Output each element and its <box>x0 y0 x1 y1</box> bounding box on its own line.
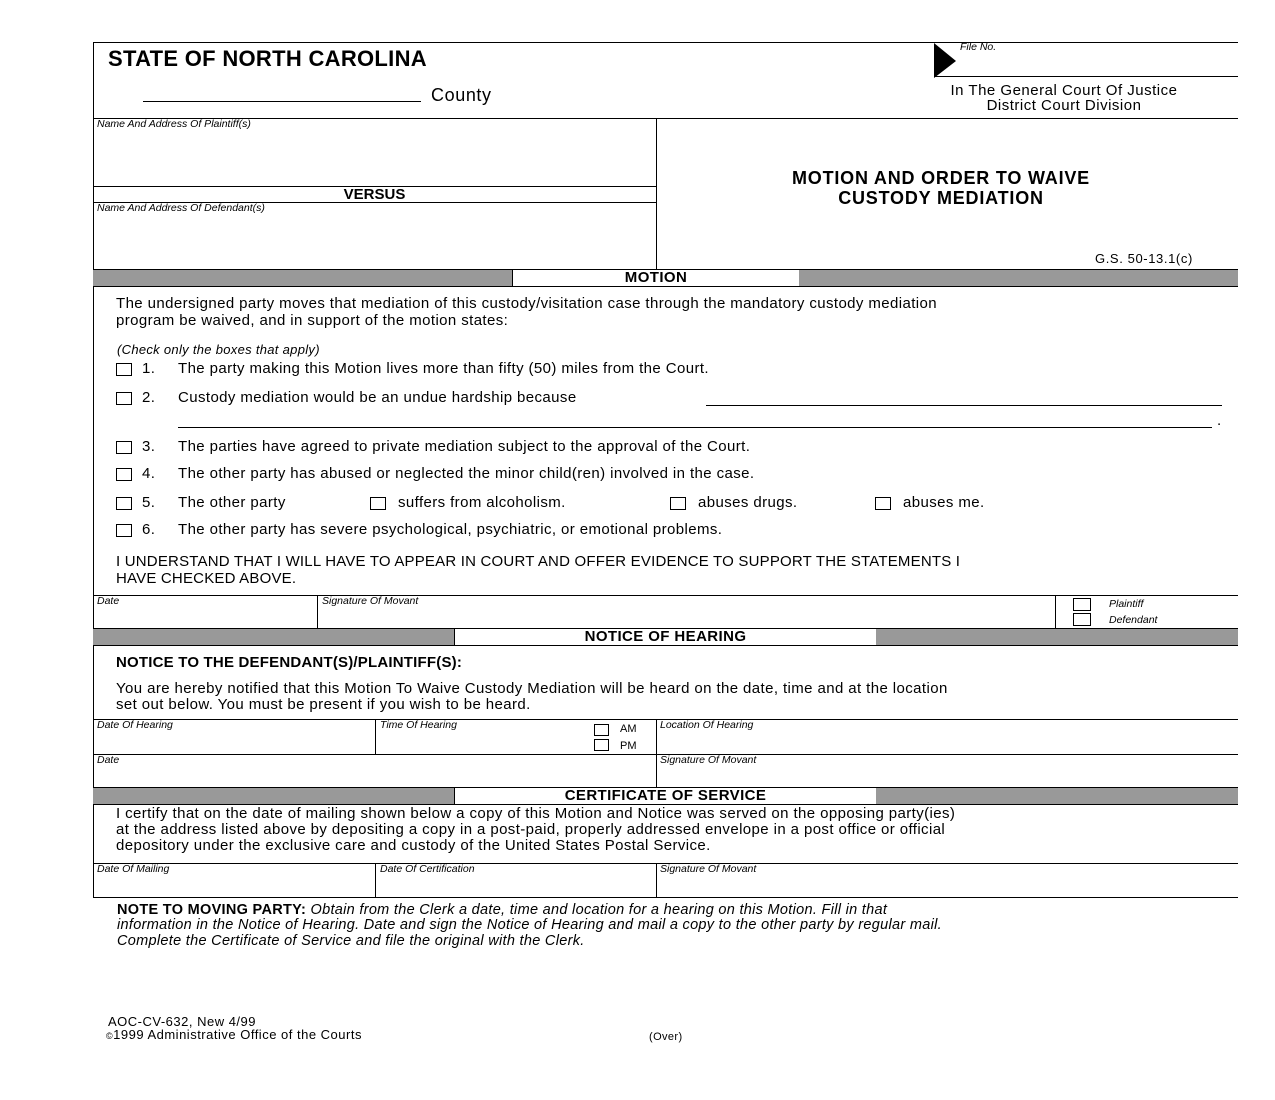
note-line-1 <box>117 902 887 918</box>
notice-bar-left <box>93 628 455 646</box>
note-text-1: Obtain from the Clerk a date, time and location for a hearing on this Motion. Fill in that <box>310 902 888 918</box>
certificate-heading: CERTIFICATE OF SERVICE <box>454 787 877 805</box>
motion-bar-right <box>799 269 1238 287</box>
plaintiff-field[interactable] <box>94 132 654 184</box>
court-line-2: District Court Division <box>986 97 1142 114</box>
note-label: NOTE TO MOVING PARTY: <box>117 902 307 918</box>
certificate-divider-2 <box>656 863 657 897</box>
date-of-certification-label: Date Of Certification <box>380 863 475 875</box>
county-label: County <box>431 85 492 105</box>
item-2-text: Custody mediation would be an undue hardship because <box>178 389 577 406</box>
item-5-text: The other party <box>178 494 286 511</box>
certificate-bar-right <box>876 787 1238 805</box>
note-text-2: information in the Notice of Hearing. Date and sign the Notice of Hearing and mail a copy to the other party by regular mail. <box>117 917 942 933</box>
note-text-3: Complete the Certificate of Service and file the original with the Clerk. <box>117 933 585 949</box>
item-6-text: The other party has severe psychological, psychiatric, or emotional problems. <box>178 521 723 538</box>
notice-date-field[interactable] <box>94 766 654 787</box>
am-checkbox[interactable] <box>594 724 609 736</box>
abuses-me-checkbox[interactable] <box>875 497 891 510</box>
item-6-number: 6. <box>142 521 156 538</box>
frame-top <box>93 42 1238 43</box>
over-label: (Over) <box>649 1031 683 1043</box>
item-4-text: The other party has abused or neglected the minor child(ren) involved in the case. <box>178 465 755 482</box>
notice-bar-right <box>876 628 1238 646</box>
hardship-reason-line-2[interactable] <box>178 427 1212 428</box>
notice-heading: NOTICE OF HEARING <box>454 628 877 646</box>
defendant-field[interactable] <box>94 216 654 266</box>
certificate-signature-field[interactable] <box>658 875 1236 896</box>
notice-text-line-1: You are hereby notified that this Motion To Waive Custody Mediation will be heard on the date, time and at the location <box>116 680 948 697</box>
copyright-text: 1999 Administrative Office of the Courts <box>113 1027 362 1042</box>
motion-intro-line-2: program be waived, and in support of the motion states: <box>116 312 509 329</box>
certificate-divider-1 <box>375 863 376 897</box>
statute-reference: G.S. 50-13.1(c) <box>1095 251 1193 266</box>
item-6-checkbox[interactable] <box>116 524 132 537</box>
plaintiff-label: Name And Address Of Plaintiff(s) <box>97 118 251 130</box>
notice-to-line: NOTICE TO THE DEFENDANT(S)/PLAINTIFF(S): <box>116 654 463 671</box>
plaintiff-option-label: Plaintiff <box>1109 598 1144 610</box>
item-1-checkbox[interactable] <box>116 363 132 376</box>
location-of-hearing-field[interactable] <box>658 731 1236 753</box>
date-of-certification-field[interactable] <box>377 875 655 896</box>
notice-date-label: Date <box>97 754 120 766</box>
item-3-text: The parties have agreed to private mediation subject to the approval of the Court. <box>178 438 751 455</box>
pm-label: PM <box>620 740 637 752</box>
form-title-line-2: CUSTODY MEDIATION <box>838 188 1044 208</box>
alcoholism-label: suffers from alcoholism. <box>398 494 566 511</box>
drugs-checkbox[interactable] <box>670 497 686 510</box>
motion-intro-line-1: The undersigned party moves that mediation of this custody/visitation case through the mandatory custody mediation <box>116 295 938 312</box>
item-3-number: 3. <box>142 438 156 455</box>
item-1-text: The party making this Motion lives more than fifty (50) miles from the Court. <box>178 360 709 377</box>
date-of-mailing-field[interactable] <box>94 875 374 896</box>
pm-checkbox[interactable] <box>594 739 609 751</box>
hearing-divider-1 <box>375 719 376 754</box>
certificate-signature-label: Signature Of Movant <box>660 863 757 875</box>
motion-signature-label: Signature Of Movant <box>322 595 419 607</box>
item-2-number: 2. <box>142 389 156 406</box>
item-5-number: 5. <box>142 494 156 511</box>
motion-bar-left <box>93 269 513 287</box>
item-4-checkbox[interactable] <box>116 468 132 481</box>
notice-signature-field[interactable] <box>658 766 1236 787</box>
drugs-label: abuses drugs. <box>698 494 798 511</box>
motion-signature-field[interactable] <box>319 607 1054 627</box>
item-4-number: 4. <box>142 465 156 482</box>
abuses-me-label: abuses me. <box>903 494 985 511</box>
check-note: (Check only the boxes that apply) <box>117 342 320 357</box>
plaintiff-checkbox[interactable] <box>1073 598 1091 611</box>
file-no-line[interactable] <box>934 76 1238 77</box>
motion-date-field[interactable] <box>94 607 316 627</box>
motion-sign-row-top <box>93 595 1238 596</box>
certificate-text-line-1: I certify that on the date of mailing shown below a copy of this Motion and Notice was served on the opposing party(ies) <box>116 805 956 822</box>
item-1-number: 1. <box>142 360 156 377</box>
file-arrow-icon <box>934 43 958 79</box>
header-divider <box>93 118 1238 119</box>
notice-text-line-2: set out below. You must be present if you wish to be heard. <box>116 696 531 713</box>
date-of-hearing-label: Date Of Hearing <box>97 719 173 731</box>
county-line[interactable] <box>143 101 421 102</box>
am-label: AM <box>620 723 637 735</box>
item-2-checkbox[interactable] <box>116 392 132 405</box>
item-3-checkbox[interactable] <box>116 441 132 454</box>
hardship-period: . <box>1217 412 1222 429</box>
defendant-label: Name And Address Of Defendant(s) <box>97 202 265 214</box>
certificate-text-line-3: depository under the exclusive care and custody of the United States Postal Service. <box>116 837 711 854</box>
court-line-1: In The General Court Of Justice <box>950 82 1178 99</box>
time-of-hearing-label: Time Of Hearing <box>380 719 457 731</box>
form-id: AOC-CV-632, New 4/99 <box>108 1014 257 1029</box>
alcoholism-checkbox[interactable] <box>370 497 386 510</box>
motion-date-divider <box>317 595 318 628</box>
state-title: STATE OF NORTH CAROLINA <box>108 46 427 71</box>
notice-signature-label: Signature Of Movant <box>660 754 757 766</box>
file-no-label: File No. <box>960 41 997 53</box>
understand-line-2: HAVE CHECKED ABOVE. <box>116 570 297 587</box>
date-of-hearing-field[interactable] <box>94 731 374 753</box>
defendant-option-label: Defendant <box>1109 614 1158 626</box>
certificate-text-line-2: at the address listed above by depositing a copy in a post-paid, properly addressed envelope in a post office or official <box>116 821 946 838</box>
motion-heading: MOTION <box>512 269 800 287</box>
date-of-mailing-label: Date Of Mailing <box>97 863 170 875</box>
defendant-checkbox[interactable] <box>1073 613 1091 626</box>
motion-date-label: Date <box>97 595 120 607</box>
motion-sign-divider <box>1055 595 1056 628</box>
certificate-row-bottom <box>93 897 1238 898</box>
hardship-reason-line-1[interactable] <box>706 405 1222 406</box>
copyright-icon: © <box>106 1031 114 1041</box>
form-title-line-1: MOTION AND ORDER TO WAIVE <box>791 168 1090 188</box>
certificate-bar-left <box>93 787 455 805</box>
time-of-hearing-field[interactable] <box>377 731 587 753</box>
item-5-checkbox[interactable] <box>116 497 132 510</box>
versus-label: VERSUS <box>343 186 406 203</box>
understand-line-1: I UNDERSTAND THAT I WILL HAVE TO APPEAR IN COURT AND OFFER EVIDENCE TO SUPPORT THE STATEMENTS I <box>116 553 961 570</box>
copyright-line <box>106 1027 362 1042</box>
location-of-hearing-label: Location Of Hearing <box>660 719 754 731</box>
